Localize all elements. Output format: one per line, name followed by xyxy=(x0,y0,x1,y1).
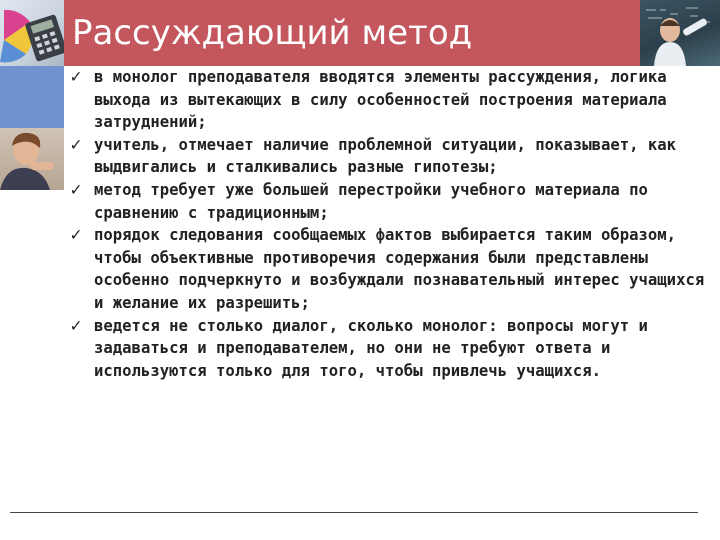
bullet-list xyxy=(62,66,714,382)
checkmark-icon: ✓ xyxy=(69,316,83,335)
list-item xyxy=(62,224,714,314)
bottom-divider xyxy=(10,512,698,513)
student-photo xyxy=(0,128,64,190)
checkmark-icon: ✓ xyxy=(69,135,83,154)
list-item-text: учитель, отмечает наличие проблемной ситуации, показывает, как выдвигались и сталкивались разные гипотезы; xyxy=(94,135,677,177)
checkmark-icon: ✓ xyxy=(69,68,83,86)
list-item-text: ведется не столько диалог, сколько монолог: вопросы могут и задаваться и преподавателем, но они не требуют ответа и используются только для того, чтобы привлечь учащихся. xyxy=(94,316,648,380)
calculator-chart-photo xyxy=(0,0,64,66)
list-item-text: метод требует уже большей перестройки учебного материала по сравнению с традиционным; xyxy=(94,180,648,222)
slide-title: Рассуждающий метод xyxy=(72,13,473,53)
teacher-blackboard-photo xyxy=(640,0,720,66)
checkmark-icon: ✓ xyxy=(69,180,83,199)
list-item xyxy=(62,179,714,224)
list-item-text: порядок следования сообщаемых фактов выбирается таким образом, чтобы объективные противоречия содержания были представлены особенно подчеркнуто и возбуждали познавательный интерес учащихся и желание их разрешить; xyxy=(94,226,705,312)
list-item-text: в монолог преподавателя вводятся элементы рассуждения, логика выхода из вытекающих в силу особенностей построения материала затруднений; xyxy=(94,68,667,132)
side-accent-block xyxy=(0,66,64,128)
list-item xyxy=(62,66,714,134)
list-item xyxy=(62,315,714,383)
list-item xyxy=(62,134,714,179)
checkmark-icon: ✓ xyxy=(69,226,83,245)
